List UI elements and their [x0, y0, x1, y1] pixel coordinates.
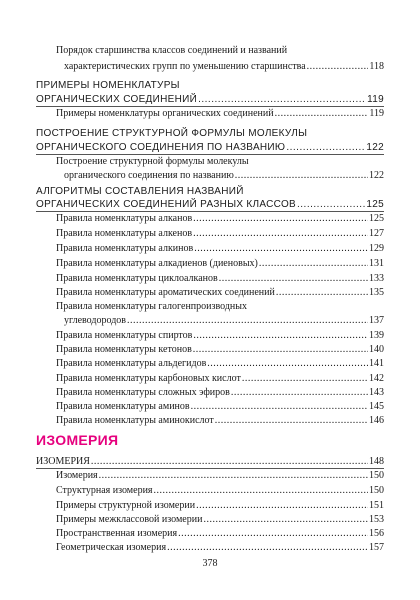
toc-dot-leader: [242, 372, 368, 385]
toc-entry-title: Порядок старшинства классов соединений и названий: [56, 45, 288, 56]
toc-page-number: 125: [366, 199, 384, 210]
toc-entry-title: Пространственная изомерия: [56, 528, 178, 539]
toc-entry-title: ИЗОМЕРИЯ: [36, 456, 90, 467]
toc-dot-leader: [297, 198, 365, 211]
toc-dot-leader: [193, 227, 368, 240]
toc-dot-leader: [99, 469, 368, 482]
toc-entry-title: Правила номенклатуры спиртов: [56, 330, 193, 341]
toc-page-number: 151: [369, 500, 384, 511]
section-title: ИЗОМЕРИЯ: [36, 432, 119, 448]
toc-entry-title: Правила номенклатуры алканов: [56, 213, 193, 224]
toc-entry: [56, 400, 384, 413]
toc-entry: [56, 286, 384, 299]
group-heading: [36, 127, 384, 140]
toc-entry-title: Геометрическая изомерия: [56, 542, 167, 553]
group-heading-line: ОРГАНИЧЕСКИХ СОЕДИНЕНИЙ РАЗНЫХ КЛАССОВ: [36, 199, 296, 210]
toc-dot-leader: [286, 141, 365, 154]
toc-entry: [56, 513, 384, 526]
toc-page-number: 140: [369, 344, 384, 355]
toc-page-number: 131: [369, 258, 384, 269]
toc-entry-title: Правила номенклатуры аминов: [56, 401, 190, 412]
toc-entry-title: Построение структурной формулы молекулы: [56, 156, 249, 167]
toc-entry: [56, 212, 384, 225]
toc-dot-leader: [307, 60, 369, 73]
toc-entry: [56, 527, 384, 540]
group-heading: [36, 185, 384, 198]
toc-entry: [56, 272, 384, 285]
toc-dot-leader: [196, 499, 368, 512]
toc-dot-leader: [167, 541, 368, 554]
toc-dot-leader: [231, 386, 368, 399]
group-heading-line: ПОСТРОЕНИЕ СТРУКТУРНОЙ ФОРМУЛЫ МОЛЕКУЛЫ: [36, 128, 308, 139]
group-heading: [36, 79, 384, 92]
toc-entry: [56, 414, 384, 427]
toc-entry-title: Примеры межклассовой изомерии: [56, 514, 203, 525]
toc-dot-leader: [215, 414, 368, 427]
toc-page-number: 133: [369, 273, 384, 284]
toc-page-number: 150: [369, 470, 384, 481]
toc-dot-leader: [194, 242, 368, 255]
toc-entry: [56, 484, 384, 497]
toc-entry: [56, 357, 384, 370]
toc-entry: [64, 169, 384, 182]
toc-dot-leader: [259, 257, 368, 270]
toc-dot-leader: [127, 314, 368, 327]
toc-entry: [64, 314, 384, 327]
toc-entry-title: Правила номенклатуры карбоновых кислот: [56, 373, 241, 384]
toc-page-number: 142: [369, 373, 384, 384]
page-number: 378: [202, 558, 218, 569]
toc-entry-title: Правила номенклатуры ароматических соединений: [56, 287, 275, 298]
toc-entry: [56, 242, 384, 255]
toc-dot-leader: [191, 400, 368, 413]
toc-entry-title: Правила номенклатуры галогенпроизводных: [56, 301, 247, 312]
toc-entry-title: Правила номенклатуры альдегидов: [56, 358, 207, 369]
group-heading: [36, 141, 384, 154]
toc-dot-leader: [154, 484, 368, 497]
toc-entry: [56, 329, 384, 342]
toc-entry: [64, 60, 384, 73]
toc-dot-leader: [276, 286, 368, 299]
toc-page-number: 139: [369, 330, 384, 341]
toc-page-number: 141: [369, 358, 384, 369]
toc-page-number: 143: [369, 387, 384, 398]
group-heading-line: АЛГОРИТМЫ СОСТАВЛЕНИЯ НАЗВАНИЙ: [36, 186, 244, 197]
group-heading-line: ОРГАНИЧЕСКОГО СОЕДИНЕНИЯ ПО НАЗВАНИЮ: [36, 142, 286, 153]
toc-entry: [56, 107, 384, 120]
toc-dot-leader: [91, 455, 368, 468]
toc-dot-leader: [178, 527, 368, 540]
toc-entry-title: Примеры номенклатуры органических соединений: [56, 108, 274, 119]
toc-entry-title: Правила номенклатуры кетонов: [56, 344, 192, 355]
toc-page-number: 119: [369, 108, 384, 119]
toc-entry-title: Правила номенклатуры алкадиенов (диеновых): [56, 258, 258, 269]
toc-page-number: 137: [369, 315, 384, 326]
toc-entry-title: Примеры структурной изомерии: [56, 500, 196, 511]
toc-entry-title: Правила номенклатуры циклоалканов: [56, 273, 218, 284]
toc-dot-leader: [235, 169, 368, 182]
toc-page-number: 146: [369, 415, 384, 426]
toc-page-number: 153: [369, 514, 384, 525]
toc-entry-title: Структурная изомерия: [56, 485, 153, 496]
group-heading-line: ОРГАНИЧЕСКИХ СОЕДИНЕНИЙ: [36, 94, 198, 105]
group-heading: [36, 198, 384, 211]
toc-entry: [56, 300, 384, 313]
section-heading: [36, 455, 384, 468]
toc-entry-title: Правила номенклатуры аминокислот: [56, 415, 214, 426]
toc-page-number: 150: [369, 485, 384, 496]
toc-page-number: 145: [369, 401, 384, 412]
toc-entry-title: Правила номенклатуры алкинов: [56, 243, 194, 254]
toc-dot-leader: [219, 272, 368, 285]
toc-entry-title: углеводородов: [64, 315, 126, 326]
toc-entry: [56, 155, 384, 168]
toc-entry: [56, 343, 384, 356]
group-heading-line: ПРИМЕРЫ НОМЕНКЛАТУРЫ: [36, 80, 180, 91]
toc-page-number: 119: [367, 94, 384, 105]
toc-page-number: 156: [369, 528, 384, 539]
toc-page-number: 129: [369, 243, 384, 254]
toc-dot-leader: [198, 93, 366, 106]
toc-page-number: 118: [369, 61, 384, 72]
toc-dot-leader: [193, 329, 368, 342]
toc-page-number: 157: [369, 542, 384, 553]
toc-page-number: 122: [366, 142, 384, 153]
toc-entry-title: Правила номенклатуры алкенов: [56, 228, 193, 239]
toc-entry: [56, 44, 384, 57]
toc-entry: [56, 499, 384, 512]
toc-page-number: 125: [369, 213, 384, 224]
toc-page-number: 122: [369, 170, 384, 181]
toc-entry: [56, 386, 384, 399]
toc-entry-title: характеристических групп по уменьшению старшинства: [64, 61, 306, 72]
toc-dot-leader: [207, 357, 368, 370]
toc-dot-leader: [203, 513, 368, 526]
toc-dot-leader: [275, 107, 369, 120]
toc-entry: [56, 227, 384, 240]
toc-dot-leader: [193, 212, 368, 225]
toc-entry: [56, 541, 384, 554]
toc-entry-title: Изомерия: [56, 470, 98, 481]
toc-entry: [56, 257, 384, 270]
toc-entry-title: Правила номенклатуры сложных эфиров: [56, 387, 230, 398]
toc-page-number: 127: [369, 228, 384, 239]
toc-page-number: 148: [369, 456, 384, 467]
toc-entry-title: органического соединения по названию: [64, 170, 234, 181]
group-heading: [36, 93, 384, 106]
toc-dot-leader: [193, 343, 368, 356]
toc-page-number: 135: [369, 287, 384, 298]
toc-entry: [56, 469, 384, 482]
toc-entry: [56, 372, 384, 385]
